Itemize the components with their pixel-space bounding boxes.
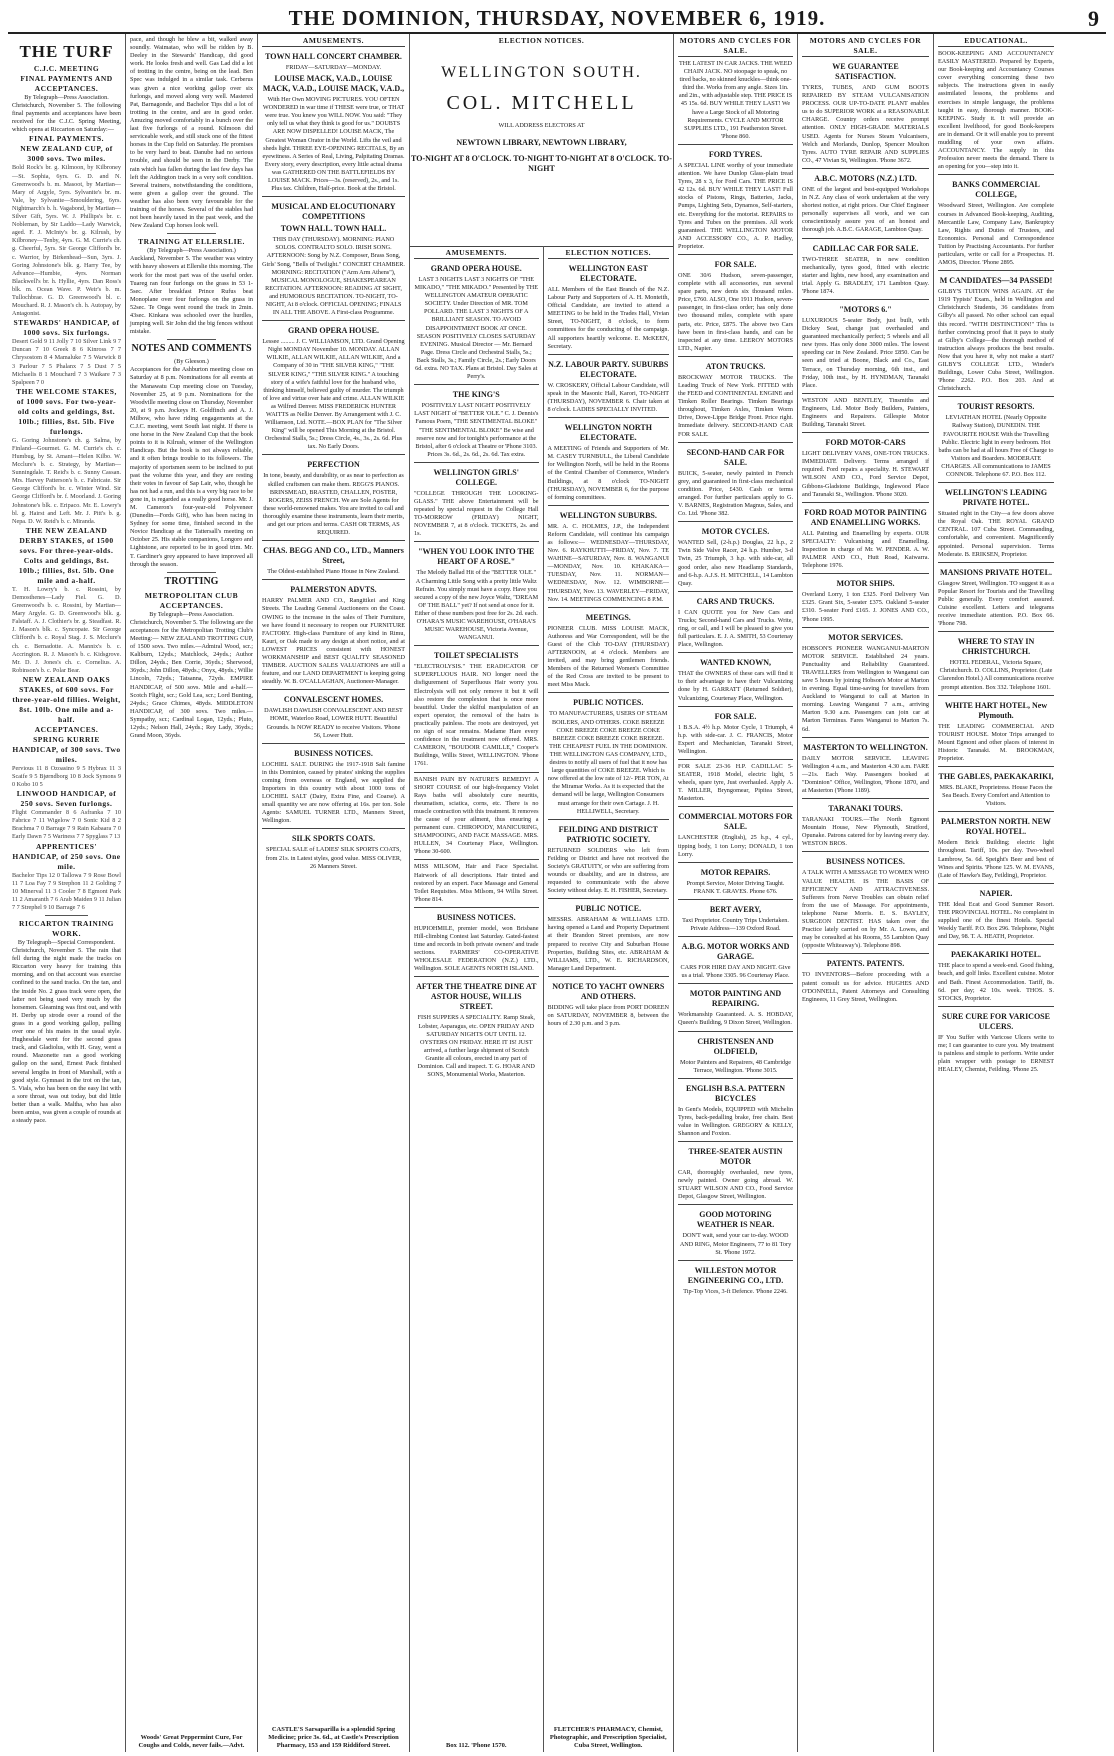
- ad-title: GRAND OPERA HOUSE.: [288, 326, 379, 336]
- ad-text: "COLLEGE THROUGH THE LOOKING-GLASS." THE above Entertainment will be repeated by special request in the College Hall TO-MORROW (FRIDAY) NIGHT, NOVEMBER 7, at 8 o'clock. TICKETS, 2s. and 1s.: [414, 489, 539, 538]
- derby-list: T. H. Lowry's b. c. Rossini, by Demosthenes—Lady Fiel. G. D. Greenwood's b. c. Rossini, by Martian—Mary Argyle. G. D. Greenwood's blk. g. Falstaff. A. J. Clothier's br. g. Steadfast. R. J. Mason's blk. c. Syncopate. Sir George Clifford's b. c. Royal Stag. J. S. Mcclure's ch. c. Bernadotte. A. Mannix's b. c. Accrington. R. J. Mason's b. c. Kidsgrove. Mr. D. J. Jones's ch. c. Cornelius. A. Robinson's b. c. Polar Bear.: [12, 585, 121, 674]
- ad-text: Taxi Proprietor. Country Trips Undertaken. Private Address—139 Oxford Road.: [682, 916, 789, 933]
- column-turf-continued: [126, 34, 258, 1752]
- ad-abg: [678, 936, 793, 983]
- ad-trucks: [678, 356, 793, 442]
- ad-text: FISH SUPPERS A SPECIALITY. Ramp Steak, Lobster, Asparagus, etc. OPEN FRIDAY AND SATURDAY NIGHTS OUT UNTIL 12. OYSTERS ON FRIDAY. HERE IT IS! JUST arrived, a further large shipment of Scotch Granite all colours, erected in any part of Dominion. Call and inspect. T. G. HOAR AND SONS, Monumental Works, Masterton.: [417, 1014, 535, 1079]
- ad-commercial: [678, 806, 793, 861]
- ad-text: POSITIVELY LAST NIGHT POSITIVELY LAST NIGHT of "BETTER 'OLE." C. J. Dennis's Famous Poem, "THE SENTIMENTAL BLOKE" "THE SENTIMENTAL BLOKE" Be wise and reserve now and for tonight's performance at the Bristol, after 6 o'clock at Theatre or 'Phone 3103. Prices 3s. 6d., 2s. 6d., 2s. 6d. Tax extra.: [414, 402, 539, 458]
- footer-advt: Box 112. 'Phone 1570.: [446, 1741, 507, 1749]
- ad-banks-college: [938, 174, 1054, 270]
- ad-text: HOBSON'S PIONEER WANGANUI-MARTON MOTOR SERVICE. Established 24 years. Punctuality and Reliability Guaranteed. TRAVELLERS from Wellington to Wanganui can save 5 hours by joining Hobson's Motor at Marton in evening. Equal time-saving for travellers from Auckland to Wanganui to call at Marton in morning. Leaving Wanganui 7 a.m., arriving Marton 9.30 a.m. Passengers can join car at Marton Terminus. Fares Wanganui to Marton 7s. 6d.: [802, 644, 929, 733]
- ad-text: THAT the OWNERS of these cars will find it to their advantage to have their Vulcanizing done by H. GARRATT (Returned Soldier), Vulcanizing, Courtenay Place, Wellington.: [678, 670, 793, 702]
- ad-tourist-resorts: [938, 396, 1054, 482]
- stewards-head: STEWARDS' HANDICAP, of 1000 sovs. Six furlongs.: [13, 318, 120, 338]
- cup-head: NEW ZEALAND CUP, of 3000 sovs. Two miles.: [20, 144, 113, 164]
- linwood-list: Flight Commander 8 6 Asfranka 7 10 Fabrice 7 11 Wigelow 7 0 Sonic Kid 8 2 Brachma 7 0 Barrage 7 9 Rain Kabaara 7 0 Early Dawn 7 5 Wariness 7 7 Spyglass 7 13: [12, 809, 121, 841]
- ad-title: MANSIONS PRIVATE HOTEL.: [940, 567, 1052, 577]
- ad-title: CHAS. BEGG AND CO., LTD., Manners Street,: [263, 546, 404, 566]
- riccarton-head: RICCARTON TRAINING WORK.: [19, 919, 114, 938]
- ad-title: BERT AVERY,: [709, 904, 762, 914]
- ad-austin: [678, 1141, 793, 1204]
- ad-painting: [678, 983, 793, 1030]
- election-lower: [410, 246, 673, 1752]
- ad-text: In tone, beauty, and durability, or as near to perfection as skilled craftsmen can make them. REGG'S PIANOS. BRINSMEAD, BRASTED, CHALLEN, FOSTER, ROGERS, ZEISS FRENCH. We are Sole Agents for these world-renowned makes. You are invited to call and thoroughly examine these instruments, learn their merits, and get our prices and terms. CASH OR TERMS, AS REQUIRED.: [262, 472, 405, 537]
- ad-text: HOTEL FEDERAL, Victoria Square, Christchurch. D. COLLINS, Proprietor. (Late Clarendon Hotel.) All communications receive prompt attention. Box 332. Telephone 1601.: [938, 659, 1054, 691]
- ad-text: In Gent's Models, EQUIPPED with Michelin Tyres, back-pedalling brake, free chain. Best value in Wellington. GREGORY & KELLY, Shannon and Foxton.: [678, 1105, 793, 1137]
- ad-text: MRS. BLAKE, Proprietress. House Faces the Sea Beach. Every Comfort and Attention to Visitors.: [939, 784, 1053, 808]
- ad-title: WHITE HART HOTEL, New Plymouth.: [944, 700, 1048, 720]
- column-amusements-2: [410, 246, 544, 1752]
- election-label: ELECTION NOTICES.: [498, 36, 585, 45]
- ad-title: PAEKAKARIKI HOTEL.: [950, 950, 1042, 960]
- ad-title: FORD ROAD MOTOR PAINTING AND ENAMELLING WORKS.: [804, 507, 927, 527]
- ad-silk-coats: [262, 828, 405, 873]
- ad-title: THE GABLES, PAEKAKARIKI,: [938, 772, 1054, 782]
- footer-advt: CASTLE'S Sarsaparilla is a splendid Spring Medicine; price 3s. 6d., at Castle's Prescription Pharmacy, 153 and 159 Riddiford Street.: [268, 1725, 399, 1749]
- ad-text: DON'T wait, send your car to-day. WOOD AND RING, Motor Engineers, 77 to 81 Tory St. 'Phone 1972.: [679, 1232, 792, 1256]
- ad-text: A MEETING of Friends and Supporters of Mr. M. CASEY TURNBULL, the Liberal Candidate for Wellington North, will be held in the Rooms of the Central Chamber of Commerce, Winder's Buildings, at 8 o'clock TO-NIGHT (THURSDAY), NOVEMBER 6, for the purpose of forming committees.: [547, 445, 669, 501]
- footer-advt: Woods' Great Peppermint Cure, For Coughs and Colds, never fails.—Advt.: [138, 1733, 245, 1749]
- ad-days: FRIDAY—SATURDAY—MONDAY.: [285, 64, 382, 71]
- ad-bsa: [678, 706, 793, 759]
- ad-satisfaction: [802, 56, 929, 168]
- ad-title: FORD MOTOR-CARS: [825, 438, 906, 448]
- ad-bookkeeping: [938, 46, 1054, 174]
- ad-title: PUBLIC NOTICES.: [573, 698, 644, 708]
- election-heading: ELECTION NOTICES.: [565, 248, 652, 257]
- ad-text: IF You Suffer with Varicose Ulcers write to me; I can guarantee to cure you. My treatment is painless and simple to perform. Write under plain wrapper with postage to ERNEST HEALEY, Chemist, Feilding. 'Phone 25.: [938, 1033, 1054, 1074]
- ad-motor-repairs: [678, 862, 793, 899]
- ad-wellington-north: [548, 417, 670, 505]
- ad-text: ALL Members of the East Branch of the N.Z. Labour Party and Supporters of A. H. Monteith, Official Candidate, are invited to attend a MEETING to be held in the Trades Hall, Vivian Street, TO-NIGHT, 8 o'clock, to form committees for the conducting of the campaign. All supporters heartily welcome. E. McKEEN, Secretary.: [547, 286, 669, 350]
- electorate-title: WELLINGTON SOUTH.: [441, 64, 642, 81]
- masthead-title: THE DOMINION, THURSDAY, NOVEMBER 6, 1919.: [288, 5, 826, 30]
- ad-title: CONVALESCENT HOMES.: [283, 695, 384, 705]
- ad-title: TARANAKI TOURS.: [828, 804, 903, 814]
- ad-girls-college: [414, 462, 539, 542]
- trotting-head: TROTTING: [164, 575, 219, 587]
- ad-motor-ships: [802, 573, 929, 626]
- ad-title: WELLINGTON GIRLS' COLLEGE.: [433, 467, 519, 487]
- acceptances-head: ACCEPTANCES.: [34, 724, 99, 734]
- ad-text: ONE of the largest and best-equipped Workshops in N.Z. Any class of work undertaken at the very shortest notice, at right prices. Our Chief Engineer personally supervises all work, and we can conscientiously assure you of an honest and thorough job. A.B.C. GARAGE, Lambton Quay.: [802, 185, 929, 234]
- amusements-heading: AMUSEMENTS.: [302, 36, 365, 45]
- ad-title: FEILDING AND DISTRICT PATRIOTIC SOCIETY.: [558, 824, 658, 844]
- cup-entries: Bold Rock's br. g. Kilmoon, by Kilbroney—St. Sophia, 6yrs. G. D. and N. Greenwood's b. m. Masoot, by Martian—Mary of Argyle, 5yrs. Sylvanite's br. m. Vale, by Sylvanite—Smouldering, 6yrs. Nightmarch's b. h. Vagabond, by Martian—Silver Gift, 5yrs. W. J. Phillips's br. c. Nobleman, by Sir Laddo—Lady Warwick, aged. F. J. McInty's br. g. Kilrush, by Kilbroney—Tenby, 4yrs. G. M. Currie's ch. g. Cheerful, 5yrs. Sir George Clifford's br. c. Warrior, by Birkenhead—Sun, 3yrs. J. Goring Johnstone's blk. g. Harry Tee, by Advance—Humbie, 4yrs. Norman Blackwell's br. h. Hyllie, 4yrs. Dan Ross's blk. m. Ocean Wave. P. Weir's b. m. Tullochbrae. G. D. Greenwood's bl. c. Mouchard. R. J. Mason's ch. h. Autopay, by Antagonist.: [12, 164, 121, 318]
- ad-text: PIONEER CLUB. MISS LOUISE MACK, Authoress and War Correspondent, will be the Guest of the Club TO-DAY (THURSDAY) AFTERNOON, at 4 o'clock. Members are invited, and may bring gentlemen friends. Members of the Returned Women's Committee of the Red Cross are invited to be present to meet Miss Mack.: [547, 624, 669, 689]
- linwood-head: LINWOOD HANDICAP, of 250 sovs. Seven furlongs.: [16, 789, 117, 809]
- ad-title: COMMERCIAL MOTORS FOR SALE.: [678, 812, 793, 832]
- intro-text: Christchurch, November 5. The following final payments and acceptances have been received for the C.J.C. Spring Meeting, which opens at Riccarton on Saturday:—: [12, 102, 121, 134]
- ad-text: ALL Painting and Enamelling by experts. OUR SPECIALTY: Vulcanising and Enamelling. Inspection in charge of Mr. W. PENDER. A. W. PALMER AND CO., Hutt Road, Kaiwarra. Telephone 1976.: [802, 529, 929, 570]
- ad-text: WANTED Sell, (2-h.p.) Douglas, 22 h.p., 2 Twin Side Valve Racer, 24 h.p. Humber, 3-d Twin, 25 Triumph, 3 h.p. with side-car, all good order, also new Headlamp Standards, and 6-h.p. A.J.S. H. MITCHELL, 14 Lambton Quay.: [678, 539, 793, 587]
- ad-title: BUSINESS NOTICES.: [294, 748, 373, 758]
- ad-title: WANTED KNOWN,: [699, 658, 772, 668]
- ad-title: MOTOR SERVICES.: [828, 632, 903, 642]
- ad-title: WILLESTON MOTOR ENGINEERING CO., LTD.: [687, 1265, 784, 1285]
- motors-heading: MOTORS AND CYCLES FOR SALE.: [809, 36, 922, 55]
- ad-hudson: [678, 254, 793, 356]
- ad-title: WE GUARANTEE SATISFACTION.: [832, 62, 899, 81]
- column-election: [544, 246, 674, 1752]
- ad-text: MISS MILSOM, Hair and Face Specialist. Hairwork of all descriptions. Hair tinted and restored by an expert. Face Massage and General Toilet Requisites. Miss Milsom, 94 Willis Street. 'Phone 814.: [414, 863, 539, 903]
- ad-gilby: [938, 270, 1054, 396]
- ad-text: The Melody Ballad Hit of the "BETTER 'OLE." A Charming Little Song with a pretty little Waltz Refrain. You simply must have a copy. Have you secured a copy of the new Joyce Waltz, "DREAM OF THE BALL" yet? If not send at once for it. Either of these numbers post free for 2s. 2d. each. O'HARA'S MUSIC WAREHOUSE, O'HARA'S MUSIC WAREHOUSE, Victoria Avenue, WANGANUI.: [414, 569, 539, 642]
- ad-title: FORD TYRES.: [708, 149, 763, 159]
- notes-byline: (By Gleeson.): [174, 358, 209, 366]
- ad-text: I CAN QUOTE you for New Cars and Trucks; Second-hand Cars and Trucks. Write, ring, or call, and I will be pleased to give you full particulars. E. J. A. SMITH, 53 Courtenay Place, Wellington.: [678, 608, 793, 649]
- ad-mansions: [938, 562, 1054, 632]
- ad-title: M CANDIDATES—34 PASSED!: [939, 276, 1053, 286]
- motors-heading: MOTORS AND CYCLES FOR SALE.: [679, 36, 792, 55]
- ad-public-notice: [548, 898, 670, 976]
- ad-text: FOR SALE 23-36 H.P. CADILLAC 5-SEATER, 1918 Model, electric light, 5 wheels, spare tyre, Just overhauled. Apply A. T. MILLER, Bryngomear, Pipitea Street, Masterton.: [678, 763, 793, 803]
- ad-text: Overland Lorry, 1 ton £325. Ford Delivery Van £325. Grant Six, 5-seater £375. Oakland 5-seater £310. 5-seater Ford £165. J. JONES AND CO., 'Phone 1995.: [802, 591, 929, 623]
- ad-title: ENGLISH B.S.A. PATTERN BICYCLES: [685, 1083, 786, 1103]
- ad-text: ONE 30/6 Hudson, seven-passenger, complete with all accessories, run several spare parts, new dents six thousand miles. Price, £760. ALSO, One 1911 Hudson, seven-passenger, in first-class order; has only done two thousand miles, complete with spare parts, etc. Price, £875. The above two Cars have been in first-class hands, and can be inspected at any time. LEEROY MOTORS LTD., Napier.: [678, 271, 793, 352]
- ad-title: PERFECTION: [307, 460, 360, 470]
- ad-title: AFTER THE THEATRE DINE AT ASTOR HOUSE, WILLIS STREET.: [416, 982, 537, 1012]
- ad-text: DAILY MOTOR SERVICE. LEAVING Wellington 4 a.m., and Masterton 4.30 a.m. FARE—21s. Each Way. Passengers booked at "Dominion" Office, Wellington, 'Phone 1870, and at Masterton ('Phone 1189).: [802, 754, 929, 794]
- ad-private-hotel: [938, 482, 1054, 562]
- ad-bert-avery: [678, 899, 793, 936]
- ad-text: THE LATEST IN CAR JACKS. THE WEED CHAIN JACK. NO stoopage to speak, no tired backs, no skinned knuckles—think one-third the. Works from any angle. Sizes 1in. and 2in., with adjustable step. THE PRICE IS 45 15s. 6d. BUY WHILE THEY LAST! We have a Large Stock of all Motoring Requirements. CYCLE AND MOTOR SUPPLIES LTD., 191 Featherston Street. 'Phone 860.: [678, 60, 793, 140]
- address-line: WILL ADDRESS ELECTORS AT: [498, 122, 585, 129]
- ad-text: BROCKWAY MOTOR TRUCKS. The Leading Truck of New York. FITTED with the FEED and CONTINENTAL ENGINE and Timken Roller Bearings. Timken Bearings throughout, Timken Axles, Timken Worm Drive, Dowe-Lippe Bridge Front. Price right. Immediate delivery. SECOND-HAND CAR FOR SALE.: [678, 373, 793, 438]
- ad-names: LOUISE MACK, V.A.D., LOUISE MACK, V.A.D., LOUISE MACK, V.A.D.,: [262, 74, 405, 94]
- educational-heading: EDUCATIONAL.: [964, 36, 1028, 45]
- derby-head: THE NEW ZEALAND DERBY STAKES, of 1500 sovs. For three-year-olds. Colts and geldings, 8st. 10lb.; fillies, 8st. 5lb. One mile and a-half.: [18, 525, 115, 585]
- final-payments-head: FINAL PAYMENTS.: [28, 134, 104, 144]
- ad-title: FOR SALE.: [714, 711, 757, 721]
- ad-title: GOOD MOTORING WEATHER IS NEAR.: [696, 1210, 775, 1230]
- ad-text: Workmanship Guaranteed. A. S. HOBDAY, Queen's Building, 9 Dixon Street, Wellington.: [678, 1011, 793, 1027]
- ad-lochiel: [262, 743, 405, 829]
- ad-title: WELLINGTON SUBURBS.: [559, 510, 657, 520]
- ad-title: MOTOR PAINTING AND REPAIRING.: [689, 989, 782, 1009]
- ad-title: ATON TRUCKS.: [705, 361, 766, 371]
- ad-text: 1 B.S.A. 4½ h.p. Motor Cycle, 1 Triumph, 4 h.p. with side-car. J. C. FRANCIS, Motor Expert and Mechanician, Taranaki Street, Wellington.: [678, 723, 793, 755]
- ad-text: Tip-Top Vices, 3-ft Defence. 'Phone 2246.: [683, 1287, 788, 1295]
- ad-text: BOOK-KEEPING AND ACCOUNTANCY EASILY MASTERED. Prepared by Experts, our Book-keeping and Accountancy Courses cover everything concerning these two subjects. The instructions given in easily assimilated lessons, the problems and exercises in simple language, the problems taught in easy, thorough manner. BOOK-KEEPING. Study it. It will provide an excellent livelihood, for good Book-keepers are in demand. Or it will enable you to prevent muddling of your own affairs. ACCOUNTANCY. The supply in this Profession never meets the demand. There is an opening for you—step into it.: [938, 50, 1054, 171]
- ad-text: Motor Painters and Repairers, 48 Cambridge Terrace, Wellington. 'Phone 3015.: [679, 1058, 791, 1074]
- ad-taranaki: [802, 798, 929, 851]
- ad-cadillac-sale: [802, 238, 929, 299]
- ad-text: LAST 3 NIGHTS LAST 3 NIGHTS OF "THE MIKADO," "THE MIKADO." Presented by THE WELLINGTON AMATEUR OPERATIC SOCIETY. Under Direction of MR. TOM POLLARD. THE LAST 3 NIGHTS OF A BRILLIANT SEASON. TO AVOID DISAPPOINTMENT BOOK AT ONCE. SEASON POSITIVELY CLOSES SATURDAY EVENING. Musical Director — Mr. Bernard Page. Dress Circle and Orchestral Stalls, 5s.; Back Stalls, 3s.; Family Circle, 2s.; Early Doors 6d. extra. NO TAX. Plans at Bristol. Day Sales at Perry's.: [414, 276, 538, 381]
- ad-title: NOTICE TO YACHT OWNERS AND OTHERS.: [552, 981, 665, 1001]
- ad-rose: [414, 541, 539, 645]
- ad-title: "WHEN YOU LOOK INTO THE HEART OF A ROSE.": [418, 547, 535, 567]
- ad-business-notices: [802, 851, 929, 953]
- ad-title: CADILLAC CAR FOR SALE.: [812, 243, 919, 253]
- ad-text: DAWLISH DAWLISH CONVALESCENT AND REST HOME, Waterloo Road, LOWER HUTT. Beautiful Grounds. Is NOW READY to receive Visitors. 'Phone 56, Lower Hutt.: [264, 707, 403, 739]
- apprentices-list: Bachelor Tips 12 0 Tallowa 7 9 Rose Bowl 11 7 Loa Fay 7 9 Strephon 11 2 Golding 7 10 Minerval 11 3 Cooler 7 8 Egmont Park 11 2 Amaranth 7 6 Arab Maiden 9 11 Julian 7 7 Strephel 9 10 Barrage 7 6: [12, 871, 121, 911]
- ad-text: TWO-THREE SEATER, in new condition mechanically, tyres good, fitted with electric starter and lights, new hood, any examination and trial. Apply G. BRADLEY, 171 Lambton Quay. 'Phone 1874.: [802, 255, 929, 295]
- ad-title: MASTERTON TO WELLINGTON.: [803, 742, 928, 752]
- ad-cadillac: [678, 759, 793, 806]
- ad-coke-breeze: [548, 692, 670, 818]
- ad-text: "ELECTROLYSIS." THE ERADICATOR OF SUPERFLUOUS HAIR. NO longer need the disfigurement of Superfluous Hair worry you. Electrolysis will not only remove it but it will also restore the complexion that is once more beautiful. Under the skilful manipulation of an expert operator, the removal of the hairs is practically painless. The roots are destroyed, yet no sign of scar remains. Madame Hare every confidence in the treatment now offered. MRS. CAMERON, "BOUDOIR CAMILLE," Cooper's Buildings, Willis Street, WELLINGTON. 'Phone 1761.: [414, 663, 539, 768]
- ad-text: TO INVENTORS—Before proceeding with a patent consult us for advice. HUGHES AND O'DONNELL, Patent Attorneys and Consulting Engineers, 11 Grey Street, Wellington.: [802, 971, 929, 1003]
- ad-car-jacks: [678, 56, 793, 144]
- divider: [167, 339, 216, 340]
- ad-labour-party: [548, 354, 670, 417]
- ad-title: PALMERSTON ADVTS.: [290, 585, 377, 595]
- ad-text: LOCHIEL SALT. DURING the 1917-1918 Salt famine in this Dominion, caused by pirates' sinking the supplies coming from overseas or England, we supplied the Importers in this country with about 1000 tons of LOCHIEL SALT (Dairy, Extra Fine, and Coarse). A small quantity we are now offering at 16s. per ton. Sole Agents: SAMUEL TURNER LTD., Manners Street, Wellington.: [262, 760, 405, 825]
- ad-title: WELLINGTON EAST ELECTORATE.: [568, 264, 648, 283]
- ad-paekakariki: [938, 944, 1054, 1005]
- ad-text: THE LEADING COMMERCIAL AND TOURIST HOUSE. Motor Trips arranged to Mount Egmont and other places of interest in Historic Taranaki. M. BROOKMAN, Proprietor.: [938, 722, 1054, 762]
- ad-title: BANKS COMMERCIAL COLLEGE,: [952, 180, 1040, 200]
- ad-palmerston: [262, 579, 405, 689]
- ad-christensen: [678, 1031, 793, 1078]
- ad-text: CAR, thoroughly overhauled, new tyres, newly painted. Owner going abroad. W. STUART WILSON AND CO., Food Service Depot, Glasgow Street, Wellington.: [678, 1169, 793, 1201]
- ad-masterton: [802, 737, 929, 798]
- ad-weather: [678, 1204, 793, 1259]
- ad-title: SECOND-HAND CAR FOR SALE.: [686, 447, 785, 467]
- ad-convalescent: [262, 689, 405, 742]
- ad-text: THE place to spend a week-end. Good fishing, beach, and golf links. Excellent cuisine. Motor and Bath. Finest Accommodation. Tariff, 8s. 6d. per day; 42 10s. week. THOS. S. STOCKS, Proprietor.: [938, 962, 1054, 1002]
- divider: [167, 233, 216, 234]
- venue: NEWTOWN LIBRARY, NEWTOWN LIBRARY,: [456, 138, 627, 148]
- ad-text: Glasgow Street, Wellington. TO suggest it as a Popular Resort for Tourists and the Travelling Public generally. Every comfort assured. Cuisine excellent. Letters and telegrams receive immediate attention. P.O. Box 66. 'Phone 798.: [938, 579, 1054, 628]
- ad-title: MEETINGS.: [585, 612, 631, 622]
- ad-text: HUPIOHMILE, premier model, won Brisbane Hill-climbing Contest last Saturday. Gated-fastest time and records in both private owners' and trade sections. FARMERS' CO-OPERATIVE WHOLESALE FEDERATION (N.Z.) LTD., Wellington. SOLE AGENTS NORTH ISLAND.: [414, 924, 539, 973]
- ad-title: A.B.G. MOTOR WORKS AND GARAGE.: [681, 942, 790, 962]
- ad-patents: [802, 953, 929, 1006]
- riccarton-byline: By Telegraph—Special Correspondent.: [17, 939, 116, 946]
- amusements-heading: AMUSEMENTS.: [445, 248, 507, 257]
- ad-title: MOTOR REPAIRS.: [700, 867, 771, 877]
- ad-text: LANCHESTER (English), 25 h.p., 4 cyl., tipping body, 1 ton Lorry; DONALD, 1 ton Lorry.: [678, 834, 793, 858]
- notes-text: Acceptances for the Ashburton meeting close on Saturday at 8 p.m. Nominations for all events at the Manawatu Cup meeting close on Tuesday, November 25, at 9 p.m. Nominations for the Woodville meeting close on Thursday, November 20, at 9 p.m. Jockeys H. Goldfinch and A. J. Milbow, who have riding engagements at the C.J.C. meeting, went South last night. If there is one horse in the New Zealand Cup that the book points to it is Kilrush, winner of the Wellington Handicap. But the book is not always reliable, and it often brings trouble to its followers. The majority of sportsmen seem to be inclined to put past the volume this year, and they are resting their votes in favour of Sap Lair, who, though he has not had a run, and this is a very big race to be gone in, is regarded as a really good horse. Mr. J. M. Cameron's four-year-old Polyveneer (Dunedin—Fords Gift), who has been racing in Sydney for some time, finished second in the Novice Handicap at the Tattersall's meeting on October 25. His stable companions, Longoro and Lightstone, are reported to be in good trim. Mr. T. Gardiner's grey appeared to have improved all through the season.: [130, 366, 253, 568]
- ad-napier: [938, 883, 1054, 944]
- ad-text: Woodward Street, Wellington. Are complete courses in Advanced Book-keeping, Auditing, Mercantile Law, Company Law, Bankruptcy Law, Rights and Duties of Trustees, and Economics. Personal and Correspondence Tuition by Practising Accountants. For further particulars, write or call for a Prospectus. H. AMOS, Director. 'Phone 2895.: [938, 202, 1054, 267]
- ad-feilding: [548, 819, 670, 899]
- masthead: [8, 4, 1106, 34]
- ad-title: "MOTORS 6.": [839, 304, 892, 314]
- divider: [45, 915, 89, 916]
- ad-buick: [678, 442, 793, 522]
- ad-text: BIDDING will take place from PORT DOREEN on SATURDAY, NOVEMBER 8, between the hours of 2.30 p.m. and 3 p.m.: [547, 1003, 669, 1028]
- ad-title: CARS AND TRUCKS.: [696, 596, 775, 606]
- election-banner: [410, 36, 673, 247]
- stewards-list: Desert Gold 9 11 Jolly 7 10 Silver Link 9 7 Duncan 7 10 Greek 8 6 Kinross 7 7 Chrysostom 8 4 Mamaluke 7 5 Warwick 8 3 Parlour 7 5 Phalanx 7 5 Dust 7 5 Michaelis 8 1 Mouchard 7 3 Waikare 7 3 Spalpeen 7 0: [12, 338, 121, 386]
- ad-text: Lessee ......... J. C. WILLIAMSON, LTD. Grand Opening Night MONDAY November 10. MONDAY. ALLAN WILKIE, ALLAN WILKIE, ALLAN WILKIE, And a Company of 30 in "THE SILVER KING," "THE SILVER KING," "THE SILVER KING." A touching story of a wife's faithful love for the husband who, thinking himself, believed guilty of murder. The triumph of love and virtue over hate and crime. ALLAN WILKIE as Wilfred Denver. MISS FREDERICK HUNTER WAITTS as Nellie Denver. By Arrangement with J. C. Williamson, Ltd. NOTE.—BOX PLAN for "The Silver King" will be opened This Morning at the Bristol. Orchestral Stalls, 5s.; Dress Circle, 4s., 3s., 2s. 6d. Plus tax. No Early Doors.: [262, 338, 405, 451]
- ad-text: THE Ideal Ecat and Good Summer Resort. THE PROVINCIAL HOTEL. No complaint in supplied one of the finest Hotels. Special Weekly Tariff. P.O. Box 296. Telephone, Night and Day, 98. T. A. HEATH, Proprietor.: [938, 900, 1055, 941]
- ad-title: PUBLIC NOTICE.: [575, 904, 642, 914]
- ad-kings: [414, 384, 539, 462]
- ad-title: SURE CURE FOR VARICOSE ULCERS.: [942, 1011, 1050, 1031]
- ad-text: A TALK WITH A MESSAGE TO WOMEN WHO VALUE HEALTH. IS THE BASIS OF EFFICIENCY AND ATTRACTIVENESS. Sufferers from Nerve Troubles can obtain relief from the use of Massage. For appointments, telephone Nurse Morris. E. S. BAYLEY, SURGEON DENTIST. HAS taken over the Practice lately carried on by Mr. A. Lowes, and may be consulted at his Rooms, 55 Lambton Quay (opposite Whiteaway's). Telephone 898.: [802, 869, 929, 950]
- ad-ford-tyres: [678, 144, 793, 254]
- columns: [8, 34, 1106, 1752]
- ad-text: MR. A. C. HOLMES, J.P., the Independent Reform Candidate, will continue his campaign as follows:— WEDNESDAY—THURSDAY, Nov. 6. RAYKHUTTI—FRIDAY, Nov. 7. TE WAHINE—SATURDAY, Nov. 8. WANGANUI—MONDAY, Nov. 10. KHAKAKA—TUESDAY, Nov. 11. NORMAN—WEDNESDAY, Nov. 12. WIMBORNE—THURSDAY, Nov. 13. WAVERLEY—FRIDAY, Nov. 14. MEETINGS COMMENCING 8 P.M.: [547, 522, 669, 603]
- ad-text: TYRES, TUBES, AND GUM BOOTS REPAIRED BY STEAM VULCANISATION PROCESS. OUR UP-TO-DATE PLANT enables us to do SUPERIOR WORK at a REASONABLE CHARGE. Country orders receive prompt attention. ONLY HIGH-GRADE MATERIALS USED. Agents for Nurses Steam Vulcanisers, Welch and Morlands, Dunlop, Spencer Moulton Tyres. AUTO TYRE REPAIR AND SUPPLIES CO., 47 Vivian St, Wellington. 'Phone 3672.: [802, 84, 929, 164]
- ad-grand-opera: [262, 320, 405, 454]
- ad-wellington-east: [548, 258, 670, 354]
- ad-title: FOR SALE.: [714, 259, 757, 269]
- ad-text: Modern Brick Building; electric light throughout. Tariff, 10s. per day. Two-wheel Lambrow, 5s. 6d. Speight's Beer and best of Wines and Spirits. 'Phone 125. W. M. EVANS, (Late of Hawke's Bay, Feilding), Proprietor.: [938, 839, 1054, 879]
- ad-title: TOWN HALL CONCERT CHAMBER.: [265, 52, 402, 61]
- ad-abc-motors: [802, 168, 929, 238]
- meeting-title: C.J.C. MEETING: [33, 64, 100, 73]
- ad-text: GILBY'S TUITION WINS AGAIN. AT the 1919 Typists' Exam., held in Wellington and Christchurch Students, 36 candidates from Gilby's all passed. No other school can equal this record. "WITH DISTINCTION!" This is further convincing proof that it pays to study at Gilby's College—the thorough method of instruction always produces the best results. Now that you have it, why not make a start? GILBY'S COLLEGE LTD., Winder's Buildings, Lower Cuba Street, Wellington. 'Phone 2262. P.O. Box 203. And at Christchurch.: [938, 288, 1054, 393]
- ad-competitions: [262, 196, 405, 320]
- ad-title: WELLINGTON'S LEADING PRIVATE HOTEL.: [944, 488, 1048, 508]
- welcome-head: THE WELCOME STAKES, of 1000 sovs. For two-year-old colts and geldings, 8st. 10lb.; fillies, 8st. 5lb. Five furlongs.: [16, 386, 117, 436]
- training-byline: (By Telegraph—Press Association.): [147, 247, 236, 255]
- ad-white-hart: [938, 695, 1054, 766]
- ad-yacht: [548, 976, 670, 1031]
- ad-text: W. CROSKERY, Official Labour Candidate, will speak in the Masonic Hall, Karori, TO-NIGHT (THURSDAY), NOVEMBER 6. Chair taken at 8 o'clock. LADIES SPECIALLY INVITED.: [547, 381, 669, 414]
- ad-motor-cycles: [678, 521, 793, 591]
- ad-wellington-suburbs: [548, 505, 670, 607]
- turf-continued-text: pace, and though he blew a bit, walked away soundly. Waimatao, who will be ridden by B. Deeley in the Stewards' Handicap, did good work. He looks fresh and well. Gas Lad did a lot of trotting in the centre, being on the lead. Ben Spec was indulged in a similar task. Cerberus was given a nice working gallop over six furlongs, and moved along very well. Mastered Pat, Barnagonde, and Bachelor Tips did a lot of trotting in the centre, and are in good order. Amuzing moved comfortably in a bunch over the last five furlongs of a round. Kilmoon did serviceable work, and still stuck one of the fittest horses in the Cup field on Saturday. He promises to be very hard to beat. Danube had no serious trouble, and should be seen in the Derby. The rain which has fallen during the last few days has left the Addington track in a very soft condition. Several trainers, notwithstanding the conditions, were given a gallop over the ground. The weather has also been very favourable for the training of the horses. Several of the stables had not been heavily taxed in the past week, and the New Zealand Cup horses look well.: [130, 36, 253, 230]
- ad-title: GRAND OPERA HOUSE.: [430, 264, 522, 273]
- ad-title: MOTOR SHIPS.: [836, 579, 895, 589]
- ad-weston-bentley: [802, 393, 929, 432]
- ad-ulcers: [938, 1006, 1054, 1077]
- riccarton-text: Christchurch, November 5. The rain that fell during the night made the tracks on Riccarton very heavy for training this morning, and on that account was exercise confined to the sand tracks. On the tan, and the inside No. 2 grass track were open, the latter not being used very much by the horsemen. Gleaming was first out, and with H. Derby up strode over a round of the grass in a good working gallop, pulling over one of his mates in the usual style. Hughesdale went for the second grass track, and Gladiolus, with H. Gray, went a round. Mazonette ran a good working gallop on the sand, Ernest Pack finished several lengths in front of Marshall, with a good style. Gymnast in the trot on the tan, 5. Vials, who has been on the easy list with a sore throat, was out today, but did little better than a walk. Maltha, who has also been amiss, was given a couple of rounds at a steady pace.: [12, 947, 121, 1125]
- ad-title: PALMERSTON NORTH. NEW ROYAL HOTEL.: [941, 817, 1051, 837]
- column-motors-2: [798, 34, 934, 1752]
- ad-title: A.B.C. MOTORS (N.Z.) LTD.: [814, 173, 917, 183]
- ad-begg: [262, 540, 405, 579]
- training-head: TRAINING AT ELLERSLIE.: [138, 237, 245, 247]
- ad-text: MESSRS. ABRAHAM & WILLIAMS LTD. having opened a Land and Property Department at their Brandon Street premises, are now prepared to receive City and Suburban House Properties, Building Sites, etc. ABRAHAM & WILLIAMS, LTD., W. E. RICHARDSON, Manager Land Department.: [547, 916, 669, 972]
- ad-title: SILK SPORTS COATS.: [292, 834, 375, 844]
- ad-text: BUICK, 5-seater, newly painted in French grey, and guaranteed in first-class mechanical condition. Price, £430. Cash or terms arranged. For further particulars apply to G. V. BARNES, Registration Magnus, Sales, and Co. Ltd. 'Phone 382.: [678, 469, 793, 518]
- ad-ford-motor-cars: [802, 432, 929, 502]
- ad-pianos: [262, 454, 405, 540]
- ad-title: MOTOR CYCLES.: [701, 527, 770, 537]
- ad-text: BANISH PAIN BY NATURE'S REMEDY! A SHORT COURSE of our high-frequency Violet Rays baths will absolutely cure neuritis, rheumatism, sciatica, corns, etc. There is no muscle contraction with this treatment. It removes the cause of your ailment, thus ensuring a permanent cure. CHIROPODY, MANICURING, SHAMPOOING, AND FACE MASSAGE. MRS. HULLEN, 34 Courtenay Place, Wellington. 'Phone 30-600.: [414, 775, 539, 856]
- footer-advt: FLETCHER'S PHARMACY, Chemist, Photographic, and Prescription Specialist, Cuba Street, Wellington.: [549, 1725, 667, 1749]
- ad-astor: [414, 976, 539, 1082]
- ad-new-royal: [938, 811, 1054, 882]
- ad-place: TOWN HALL. TOWN HALL.: [280, 224, 387, 234]
- ad-text: LIGHT DELIVERY VANS, ONE-TON TRUCKS. IMMEDIATE Delivery. Terms arranged if required. Ford repairs a speciality. H. STEWART WILSON AND CO., Ford Service Depot, Gibbons-Gladstone Buildings, Inglewood Place and Taranaki St., Wellington. 'Phone 3020.: [802, 450, 929, 498]
- ad-title: TOILET SPECIALISTS: [434, 651, 519, 661]
- meeting-subhead: FINAL PAYMENTS AND ACCEPTANCES.: [20, 74, 113, 93]
- ad-title: TOURIST RESORTS.: [957, 402, 1035, 412]
- column-group-election: [410, 34, 674, 1752]
- ad-text: WESTON AND BENTLEY, Tinsmiths and Engineers, Ltd. Motor Body Builders, Painters, Engineers and Repairers. Gillespie Motor Building, Taranaki Street.: [802, 396, 929, 429]
- ad-text: The Oldest-established Piano House in New Zealand.: [267, 568, 400, 576]
- ad-text: RETURNED SOLDIERS who left from Feilding or District and have not received the Society's GRATUITY, or who are suffering from wounds or disability, and are in distress, are requested to communicate with the above Society without delay. E. H. FISHER, Secretary.: [547, 846, 669, 895]
- ad-text: LUXURIOUS 5-seater Body, just built, with Dickey Seat, change just overhauled and guaranteed mechanically perfect; 5 wheels and all new tyres. Has only done 3000 miles. The lowest speeding car in New Zealand. Price £850. Can be seen and tried at Boone, Black and Co., East Terrace, on Thursday morning, 6th inst., and Friday, 10th inst., by H. HYNDMAN, Taranaki Place.: [802, 316, 929, 389]
- ad-text: HARRY PALMER AND CO., Rangitikei and King Streets. The Leading General Auctioneers on the Coast. OWING to the increase in the sales of Their Furniture, we have found it necessary to reopen our FURNITURE FACTORY. High-class Furniture of any kind in Rimu, Kauri, or Oak made to any design at short notice, and at LOWEST PRICES consistent with HONEST WORKMANSHIP and BEST QUALITY SEASONED TIMBER. AUCTION SALES VALUATIONS are still a feature, and our LAND DEPARTMENT is keeping going steadily. W. B. O'CALLAGHAN, Auctioneer-Manager.: [262, 597, 405, 686]
- spring-head: SPRING KURRIE HANDICAP, of 300 sovs. Two miles.: [12, 734, 121, 764]
- apprentices-head: APPRENTICES' HANDICAP, of 250 sovs. One mile.: [12, 841, 121, 871]
- ad-town-hall: [262, 46, 405, 196]
- column-amusements: [258, 34, 410, 1752]
- divider: [167, 572, 216, 573]
- ad-text: THIS DAY (THURSDAY). MORNING: PIANO SOLOS. CONTRALTO SOLO. IRISH SONG. AFTERNOON: Song by N.Z. Composer, Brass Song, Girls' Song, "Bells of Twilight." CONCERT CHAMBER. MORNING: RECITATION ("Arm Arm Athens"), MUSICAL MONOLOGUE, SHAKESPEAREAN RECITATION. AFTERNOON: READING AT SIGHT, and HUMOROUS RECITATION. TO-NIGHT, TO-NIGHT, At 8 o'clock. OFFICIAL OPENING; FINALS IN ALL THE ABOVE. A First-class Programme.: [262, 236, 405, 317]
- ad-banish-pain: [414, 772, 539, 860]
- ad-gables: [938, 766, 1054, 811]
- ad-title: N.Z. LABOUR PARTY. SUBURBS ELECTORATE.: [548, 359, 669, 379]
- ad-text: LEVIATHAN HOTEL (Nearly Opposite Railway Station), DUNEDIN. THE FAVOURITE HOUSE With the Travelling Public. Electric light in every bedroom. Hot baths can be had at all hours Free of Charge to Visitors and Boarders. MODERATE CHARGES. All communications to JAMES CONNOR. Telephone 67. P.O. Box 112.: [938, 414, 1054, 479]
- notes-head: NOTES AND COMMENTS: [131, 343, 252, 355]
- ad-text: CARS FOR HIRE DAY AND NIGHT. Give us a trial. 'Phone 3305. 96 Courtenay Place.: [680, 964, 791, 980]
- ad-painting-works: [802, 502, 929, 573]
- ad-text: SPECIAL SALE of LADIES' SILK SPORTS COATS, from 21s. in Latest styles, good value. MISS OLIVER, 26 Manners Street.: [265, 846, 402, 870]
- column-motors-1: [674, 34, 798, 1752]
- column-turf: [8, 34, 126, 1752]
- time: TO-NIGHT AT 8 O'CLOCK. TO-NIGHT TO-NIGHT AT 8 O'CLOCK. TO-NIGHT: [411, 154, 672, 174]
- ad-motors-6: [802, 299, 929, 393]
- page-number: 9: [1088, 6, 1100, 31]
- ad-title: CHRISTENSEN AND OLDFIELD,: [697, 1036, 774, 1056]
- ad-christchurch: [938, 631, 1054, 694]
- ad-text: Situated right in the City—a few doors above the Royal Oak. THE ROYAL GRAND CENTRAL. 107 Cuba Street. Commanding, comfortable, and convenient. Magnificently appointed. Personal supervision. Terms Moderate. B. ERIKSEN, Proprietor.: [938, 510, 1054, 558]
- ad-business: [414, 907, 539, 977]
- ad-text: TARANAKI TOURS.—The North Egmont Mountain House, New Plymouth, Stratford, Opunake. Patrons catered for by leaving every day. WESTON BROS.: [802, 816, 929, 848]
- ad-meetings: [548, 607, 670, 693]
- section-title-turf: THE TURF: [19, 42, 114, 61]
- ad-williston: [678, 1260, 793, 1299]
- trotting-text: Christchurch, November 5. The following are the acceptances for the Metropolitan Trotting Club's Meeting:— NEW ZEALAND TROTTING CUP, of 1500 sovs. Two miles.—Admiral Wood, scr.; Kaliburn, 12yds.; Matchlock, 24yds.; Author Dillon, 24yds.; Ben Corrie, 36yds.; Sherwood, 36yds.; John Dillon, 48yds.; Onyx, 48yds.; Willie Lincoln, 72yds.; Tatsanna, 72yds. EMPIRE HANDICAP, of 500 sovs. Mile and a-half.—Scotch Flight, scr.; Gold Lea, scr.; Lord Bunting, 24yds.; Grace Chimes, 48yds. MIDDLETON HANDICAP, of 300 sovs. Two miles.—Sympathy, scr.; Cardinal Logan, 12yds.; Pluto, 12yds.; Nelson Hall, 24yds.; Rey Lady, 36yds.; Grand Moon, 36yds.: [130, 618, 253, 740]
- ad-title: PATENTS. PATENTS.: [826, 959, 905, 969]
- ad-title: WELLINGTON NORTH ELECTORATE.: [564, 423, 652, 443]
- ad-toilet: [414, 645, 539, 771]
- ad-cars-trucks: [678, 591, 793, 652]
- ad-mikado: [414, 258, 539, 384]
- trotting-byline: By Telegraph—Press Association.: [149, 610, 234, 618]
- ad-milsom: [414, 859, 539, 906]
- ad-bicycles: [678, 1078, 793, 1141]
- training-text: Auckland, November 5. The weather was wintry with heavy showers at Ellerslie this morning. The work for the most part was of the useful order. Tuareg ran four furlongs on the grass in 53 1-5sec. After breakfast Prince Rufus beat Monoplane over four furlongs on the grass in 52sec. Te Onga went round the track in 2min. 43sec. Kinkara was schooled over the hurdles, jumping well. Sir John did the big fences without mistake.: [130, 255, 253, 336]
- ad-wanted-known: [678, 652, 793, 705]
- candidate-name: COL. MITCHELL: [446, 92, 637, 114]
- column-educational: [934, 34, 1058, 1752]
- ad-text: TO MANUFACTURERS, USERS OF STEAM BOILERS, AND OTHERS. COKE BREEZE COKE BREEZE COKE BREEZE COKE BREEZE COKE BREEZE COKE BREEZE. THE CHEAPEST FUEL IN THE DOMINION. THE WELLINGTON GAS COMPANY, LTD., desires to notify all users of fuel that it now has large quantities of COKE BREEZE. Which is now offered at the low rate of 12/- PER TON, At the Miramar Works. As it is expected that the demand will be large, Wellington Consumers must arrange for their own Cartage. J. H. HELLIWELL, Secretary.: [547, 710, 669, 815]
- ad-title: MUSICAL AND ELOCUTIONARY COMPETITIONS: [271, 202, 396, 222]
- ad-title: THREE-SEATER AUSTIN MOTOR: [688, 1147, 783, 1167]
- byline: By Telegraph—Press Association.: [24, 94, 109, 101]
- ad-text: With Her Own MOVING PICTURES. YOU OFTEN WONDERED in war time if THESE were true, or THAT were true. You knew you WILL NOW. You said: "They only tell us what they think is good for us." DOUBTS ARE NOW DISPELLED! LOUISE MACK, The Greatest Woman Orator in the World. Lifts the veil and sheds light. THREE EYE-OPENING RECITALS, By an eyewitness. A Series of Real, Living, Palpitating Dramas. Every story, every description, every little actual drama was GATHERED ON THE BATTLEFIELDS BY LOUISE MACK. Prices—3s. (reserved), 2s., and 1s. Plus tax. Children, Half-price. Book at the Bristol.: [262, 96, 405, 193]
- welcome-list: G. Goring Johnstone's ch. g. Salma, by Finland—Gourmet. G. M. Currie's ch. c. Humbug, by St. Amant—Helen Kilbo. W. Mcclure's b. c. Strategy, by Martian—Sunningdale. T. Reid's b. c. Sunny Cassan. Mrs. Harvey Patterson's b. c. Fabricate. Sir George Clifford's br. c. Winter Wind. Sir George Clifford's br. f. Moorland. J. Goring Johnstone's blk. c. Eripaco. Mr. E. Lowry's bl. g. Hairst and Left. Mr. J. Pitt's b. g. Nepa. D. W. Reid's b. c. Miranda.: [12, 436, 121, 525]
- trotting-subhead: METROPOLITAN CLUB ACCEPTANCES.: [144, 590, 239, 610]
- ad-text: Prompt Service, Motor Driving Taught. FRANK T. GRAVES. Phone 676.: [686, 879, 785, 895]
- ad-text: A SPECIAL LINE worthy of your immediate attention. We have Dunlop Glass-plain tread Tyres, 28 x 3, for Ford Cars. THE PRICE IS 42 12s. 6d. BUY WHILE THEY LAST! Full stocks of Pistons, Rings, Batteries, Jacks, Pumps, Lighting Sets, Dynamos, Self-starters, etc. Everything for the motorist. REPAIRS to Tyres and Tubes on the premises. All work guaranteed. THE WELLINGTON MOTOR AND ACCESSORY CO., A. P. Hadley, Proprietor.: [678, 161, 793, 250]
- oaks-head: NEW ZEALAND OAKS STAKES, of 600 sovs. For three-year-old fillies. Weight, 8st. 10lb. One mile and a-half.: [12, 674, 121, 724]
- ad-title: BUSINESS NOTICES.: [436, 912, 516, 922]
- ad-title: THE KING'S: [452, 390, 500, 400]
- ad-title: BUSINESS NOTICES.: [826, 857, 905, 867]
- ad-motor-services: [802, 627, 929, 737]
- ad-title: WHERE TO STAY IN CHRISTCHURCH.: [957, 637, 1035, 657]
- spring-list: Pervious 11 8 Ozoasino 9 5 Hybrax 11 3 Scaife 9 5 Bjørndborg 10 8 Jock Symons 9 0 Kobo 10 5: [12, 764, 121, 789]
- ad-title: NAPIER.: [979, 888, 1013, 898]
